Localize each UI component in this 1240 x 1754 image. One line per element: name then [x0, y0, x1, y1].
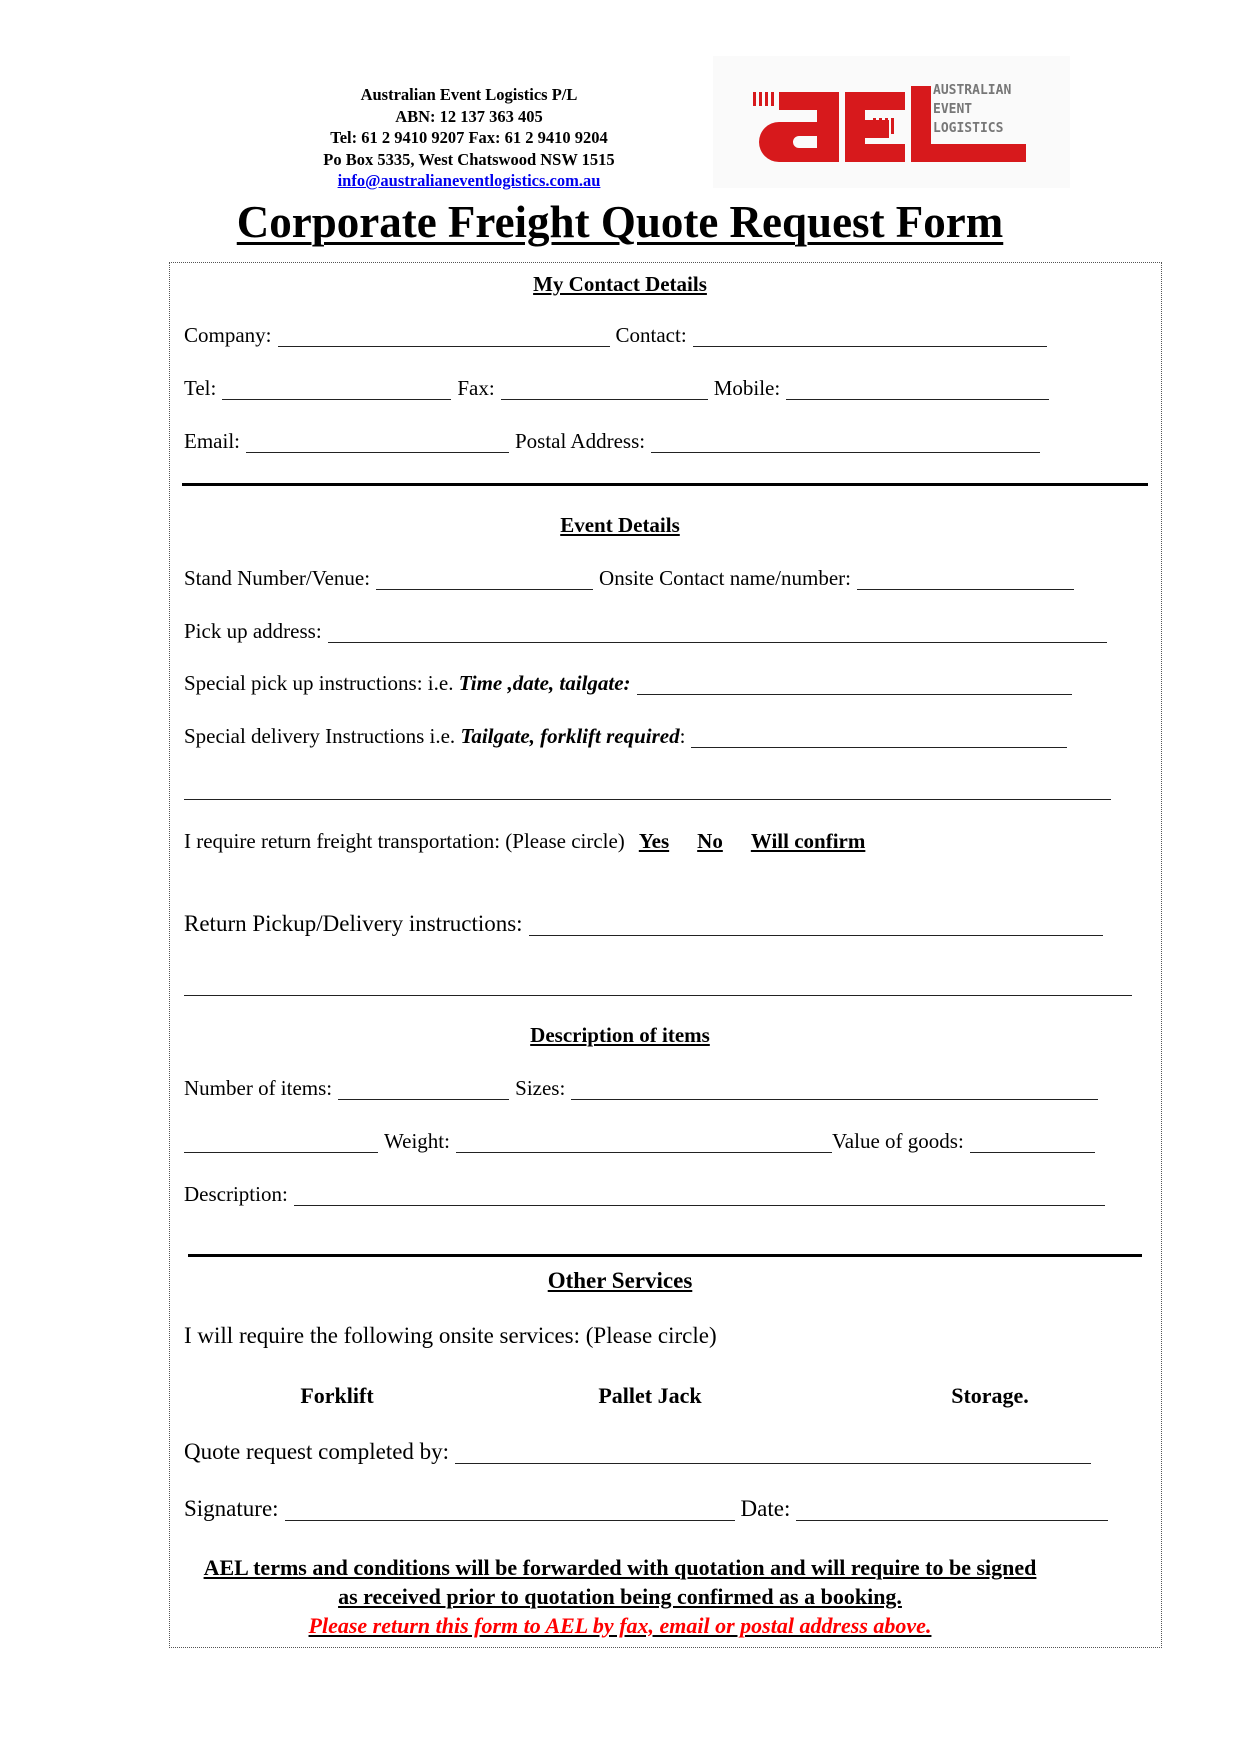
terms-line-1: AEL terms and conditions will be forwarded with quotation and will require to be signed — [203, 1555, 1037, 1580]
option-will-confirm[interactable]: Will confirm — [750, 829, 866, 853]
return-instructions-field-2[interactable] — [184, 975, 1132, 996]
company-address: Po Box 5335, West Chatswood NSW 1515 — [323, 149, 615, 169]
label-description: Description: — [184, 1182, 288, 1206]
special-pickup-example: Time ,date, tailgate: — [458, 671, 631, 695]
label-stand: Stand Number/Venue: — [184, 566, 371, 590]
special-delivery-field[interactable] — [691, 727, 1067, 748]
postal-address-field[interactable] — [651, 432, 1040, 453]
label-return-instructions: Return Pickup/Delivery instructions: — [184, 911, 523, 936]
section-divider — [188, 1254, 1142, 1257]
terms-notice — [0, 1553, 1240, 1640]
service-option-storage[interactable]: Storage. — [951, 1383, 1029, 1408]
row-company-contact — [184, 323, 1053, 347]
special-delivery-example: Tailgate, forklift required — [460, 724, 680, 748]
company-abn: ABN: 12 137 363 405 — [395, 106, 543, 126]
label-signature: Signature: — [184, 1496, 279, 1521]
section-heading-items: Description of items — [530, 1023, 710, 1047]
row-special-delivery-cont — [184, 776, 1117, 800]
date-field[interactable] — [796, 1500, 1108, 1521]
return-instructions-field[interactable] — [529, 915, 1103, 936]
special-delivery-field-2[interactable] — [184, 779, 1111, 800]
label-company: Company: — [184, 323, 272, 347]
onsite-contact-field[interactable] — [857, 569, 1074, 590]
label-weight: Weight: — [384, 1129, 450, 1153]
row-stand — [184, 566, 1080, 590]
label-special-pickup: Special pick up instructions: i.e. — [184, 671, 454, 695]
label-value: Value of goods: — [831, 1129, 964, 1153]
pickup-address-field[interactable] — [328, 622, 1107, 643]
ael-logo — [713, 56, 1070, 188]
label-number: Number of items: — [184, 1076, 333, 1100]
label-completed-by: Quote request completed by: — [184, 1439, 450, 1464]
label-fax: Fax: — [457, 376, 495, 400]
option-no[interactable]: No — [697, 829, 723, 853]
label-tel: Tel: — [184, 376, 217, 400]
row-return-instructions — [184, 912, 1109, 936]
weight-field[interactable] — [456, 1132, 832, 1153]
signature-field[interactable] — [285, 1500, 735, 1521]
label-contact: Contact: — [615, 323, 687, 347]
row-special-delivery — [184, 724, 1073, 748]
completed-by-field[interactable] — [455, 1443, 1091, 1464]
section-heading-services: Other Services — [547, 1268, 693, 1293]
row-phone — [184, 376, 1055, 400]
label-postal: Postal Address: — [515, 429, 646, 453]
special-pickup-field[interactable] — [637, 674, 1072, 695]
company-phone: Tel: 61 2 9410 9207 Fax: 61 2 9410 9204 — [330, 128, 608, 147]
fax-field[interactable] — [501, 379, 708, 400]
page-title: Corporate Freight Quote Request Form — [236, 197, 1004, 247]
colon: : — [679, 724, 686, 748]
service-option-pallet-jack[interactable]: Pallet Jack — [598, 1383, 702, 1408]
service-option-forklift[interactable]: Forklift — [300, 1383, 374, 1408]
row-signature — [184, 1497, 1114, 1521]
mobile-field[interactable] — [786, 379, 1049, 400]
row-description — [184, 1182, 1111, 1206]
row-return-freight — [184, 829, 865, 853]
company-header — [269, 84, 669, 192]
tel-field[interactable] — [222, 379, 451, 400]
label-return-freight: I require return freight transportation: (Please circle) — [184, 829, 625, 853]
label-pickup: Pick up address: — [184, 619, 322, 643]
description-field[interactable] — [294, 1185, 1105, 1206]
row-special-pickup — [184, 671, 1078, 695]
sizes-field[interactable] — [571, 1079, 1098, 1100]
option-yes[interactable]: Yes — [638, 829, 670, 853]
row-services-intro — [184, 1324, 717, 1348]
row-return-instructions-cont — [184, 972, 1138, 996]
company-name: Australian Event Logistics P/L — [360, 85, 578, 104]
row-email — [184, 429, 1046, 453]
number-of-items-field[interactable] — [338, 1079, 509, 1100]
logo-text-logistics: LOGISTICS — [933, 121, 1004, 136]
services-intro: I will require the following onsite services: (Please circle) — [184, 1323, 717, 1348]
return-form-note: Please return this form to AEL by fax, email or postal address above. — [308, 1613, 932, 1638]
logo-text-australian: AUSTRALIAN — [933, 83, 1012, 98]
row-completed-by — [184, 1440, 1097, 1464]
stand-venue-field[interactable] — [376, 569, 593, 590]
label-special-delivery: Special delivery Instructions i.e. — [184, 724, 456, 748]
label-onsite: Onsite Contact name/number: — [599, 566, 851, 590]
sizes-field-2[interactable] — [184, 1132, 378, 1153]
row-weight-value — [184, 1129, 1101, 1153]
contact-field[interactable] — [693, 326, 1047, 347]
section-heading-contact: My Contact Details — [533, 272, 707, 296]
company-email-link[interactable]: info@australianeventlogistics.com.au — [337, 171, 601, 190]
label-date: Date: — [740, 1496, 791, 1521]
row-number-sizes — [184, 1076, 1104, 1100]
value-of-goods-field[interactable] — [970, 1132, 1095, 1153]
email-field[interactable] — [246, 432, 509, 453]
row-pickup — [184, 619, 1113, 643]
logo-text-event: EVENT — [933, 102, 973, 117]
label-mobile: Mobile: — [713, 376, 781, 400]
terms-line-2: as received prior to quotation being confirmed as a booking. — [338, 1584, 902, 1609]
company-field[interactable] — [278, 326, 610, 347]
section-divider — [182, 483, 1148, 486]
label-sizes: Sizes: — [515, 1076, 566, 1100]
section-heading-event: Event Details — [560, 513, 680, 537]
label-email: Email: — [184, 429, 240, 453]
